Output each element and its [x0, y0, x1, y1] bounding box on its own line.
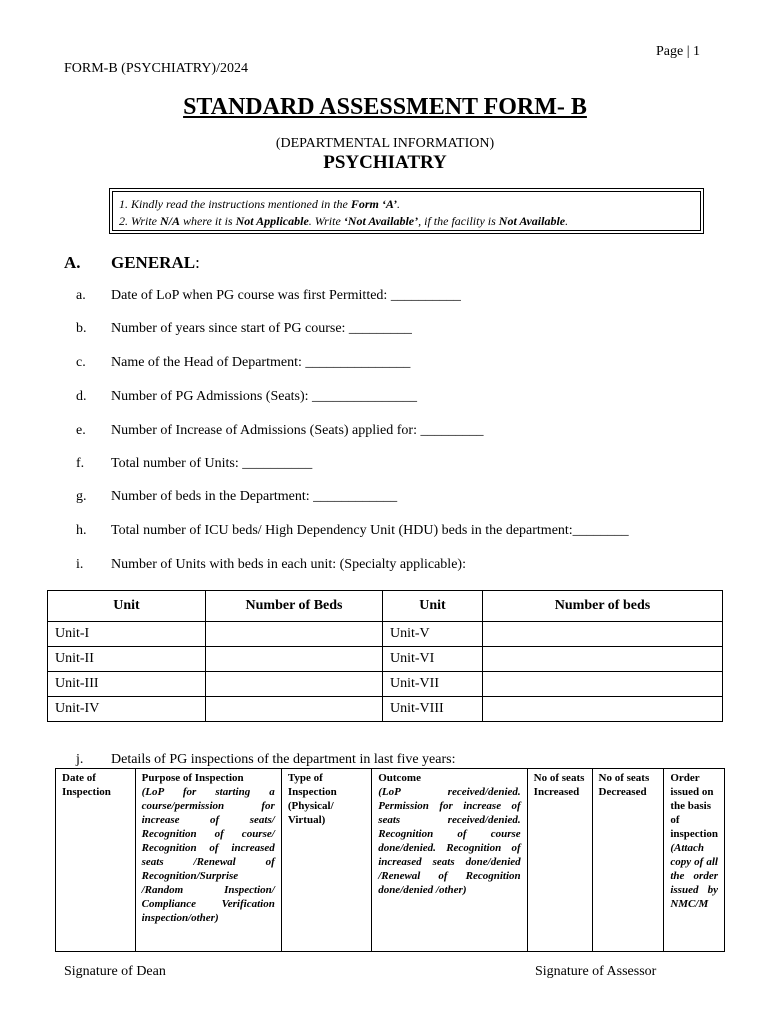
- table-header: [281, 769, 371, 952]
- page-title: [0, 94, 770, 121]
- table-cell: Unit-IV: [48, 697, 206, 722]
- form-code: FORM-B (PSYCHIATRY)/2024: [64, 61, 248, 76]
- instruction-bold: Form ‘A’: [350, 197, 397, 211]
- question-letter: d.: [76, 389, 87, 404]
- instruction-text: where it is: [180, 214, 236, 228]
- page-title-text: STANDARD ASSESSMENT FORM- B: [183, 94, 587, 120]
- question-text: Number of Units with beds in each unit: (Specialty applicable):: [111, 557, 466, 572]
- department-name: PSYCHIATRY: [323, 152, 447, 173]
- question-letter: i.: [76, 557, 84, 572]
- instruction-bold: ‘Not Available’: [343, 214, 419, 228]
- table-row: [48, 622, 723, 647]
- table-cell: Unit-V: [383, 622, 483, 647]
- table-header: [135, 769, 281, 952]
- section-title-text: GENERAL: [111, 253, 196, 272]
- table-header: [664, 769, 725, 952]
- signature-assessor: Signature of Assessor: [535, 964, 657, 979]
- units-table: [47, 590, 723, 722]
- column-head: No of seats Decreased: [598, 772, 650, 798]
- column-head: Date of Inspection: [62, 772, 111, 798]
- table-header: [527, 769, 592, 952]
- table-cell: Unit-II: [48, 647, 206, 672]
- table-cell-input[interactable]: [206, 622, 383, 647]
- table-cell-input[interactable]: [483, 622, 723, 647]
- column-note: (LoP for starting a course/permission for increase of seats/ Recognition of course/ Recognition of increased seats /Renewal of Recognition/Surprise /Random Inspection/ Compliance Verification inspection/other): [141, 786, 275, 924]
- table-cell: Unit-I: [48, 622, 206, 647]
- table-header: Number of Beds: [206, 591, 383, 622]
- question-letter: c.: [76, 355, 86, 370]
- question-text[interactable]: Number of PG Admissions (Seats): _______________: [111, 389, 418, 404]
- instruction-text: . Write: [308, 214, 344, 228]
- table-cell: Unit-III: [48, 672, 206, 697]
- table-header: [56, 769, 136, 952]
- table-header-row: [56, 769, 725, 952]
- instruction-text: .: [397, 197, 400, 211]
- instruction-text: 2. Write: [119, 214, 160, 228]
- table-row: [48, 697, 723, 722]
- instruction-bold: Not Applicable: [235, 214, 309, 228]
- question-text[interactable]: Date of LoP when PG course was first Permitted: __________: [111, 288, 461, 303]
- table-row: [48, 647, 723, 672]
- question-text[interactable]: Total number of ICU beds/ High Dependency Unit (HDU) beds in the department:________: [111, 523, 629, 538]
- question-letter: j.: [76, 752, 84, 767]
- table-header: [592, 769, 664, 952]
- table-header-row: [48, 591, 723, 622]
- question-text[interactable]: Number of beds in the Department: ____________: [111, 489, 398, 504]
- table-cell-input[interactable]: [483, 647, 723, 672]
- question-letter: f.: [76, 456, 85, 471]
- table-header: Unit: [383, 591, 483, 622]
- question-text: Details of PG inspections of the department in last five years:: [111, 752, 456, 767]
- table-cell-input[interactable]: [483, 672, 723, 697]
- instruction-text: .: [565, 214, 569, 228]
- table-cell: Unit-VI: [383, 647, 483, 672]
- inspection-table: [55, 768, 725, 952]
- instructions-box: [112, 191, 701, 231]
- instruction-text: 1. Kindly read the instructions mentioned in the: [119, 197, 351, 211]
- table-cell: Unit-VIII: [383, 697, 483, 722]
- signature-dean: Signature of Dean: [64, 964, 166, 979]
- section-title-colon: :: [195, 253, 200, 272]
- section-letter: A.: [64, 253, 81, 272]
- column-note: (LoP received/denied. Permission for increase of seats received/denied. Recognition of course done/denied. Recognition of increased seats done/denied /Renewal of Recognition done/denied /other): [378, 786, 521, 896]
- question-letter: a.: [76, 288, 86, 303]
- question-text[interactable]: Total number of Units: __________: [111, 456, 313, 471]
- table-cell-input[interactable]: [206, 647, 383, 672]
- question-letter: h.: [76, 523, 87, 538]
- table-header: Number of beds: [483, 591, 723, 622]
- table-cell-input[interactable]: [206, 697, 383, 722]
- question-text[interactable]: Name of the Head of Department: _______________: [111, 355, 411, 370]
- instruction-bold: Not Available: [498, 214, 566, 228]
- question-letter: g.: [76, 489, 87, 504]
- page-subtitle: (DEPARTMENTAL INFORMATION): [275, 136, 495, 151]
- table-cell: Unit-VII: [383, 672, 483, 697]
- table-header: Unit: [48, 591, 206, 622]
- column-head: No of seats Increased: [533, 772, 585, 798]
- table-header: [372, 769, 527, 952]
- table-cell-input[interactable]: [206, 672, 383, 697]
- question-text[interactable]: Number of Increase of Admissions (Seats) applied for: _________: [111, 423, 484, 438]
- question-text[interactable]: Number of years since start of PG course: _________: [111, 321, 412, 336]
- column-head: Order issued on the basis of inspection: [670, 772, 719, 840]
- column-head: Outcome: [378, 772, 421, 784]
- column-note: (Attach copy of all the order issued by NMC/M: [670, 842, 718, 910]
- column-head: Type of Inspection (Physical/ Virtual): [287, 772, 337, 826]
- column-head: Purpose of Inspection: [141, 772, 244, 784]
- section-title: [111, 253, 200, 273]
- table-cell-input[interactable]: [483, 697, 723, 722]
- question-letter: e.: [76, 423, 86, 438]
- page-number: Page | 1: [656, 44, 701, 59]
- instruction-2: [119, 213, 694, 230]
- instruction-1: [119, 196, 694, 213]
- table-row: [48, 672, 723, 697]
- question-letter: b.: [76, 321, 87, 336]
- instruction-bold: N/A: [160, 214, 181, 228]
- instruction-text: , if the facility is: [418, 214, 499, 228]
